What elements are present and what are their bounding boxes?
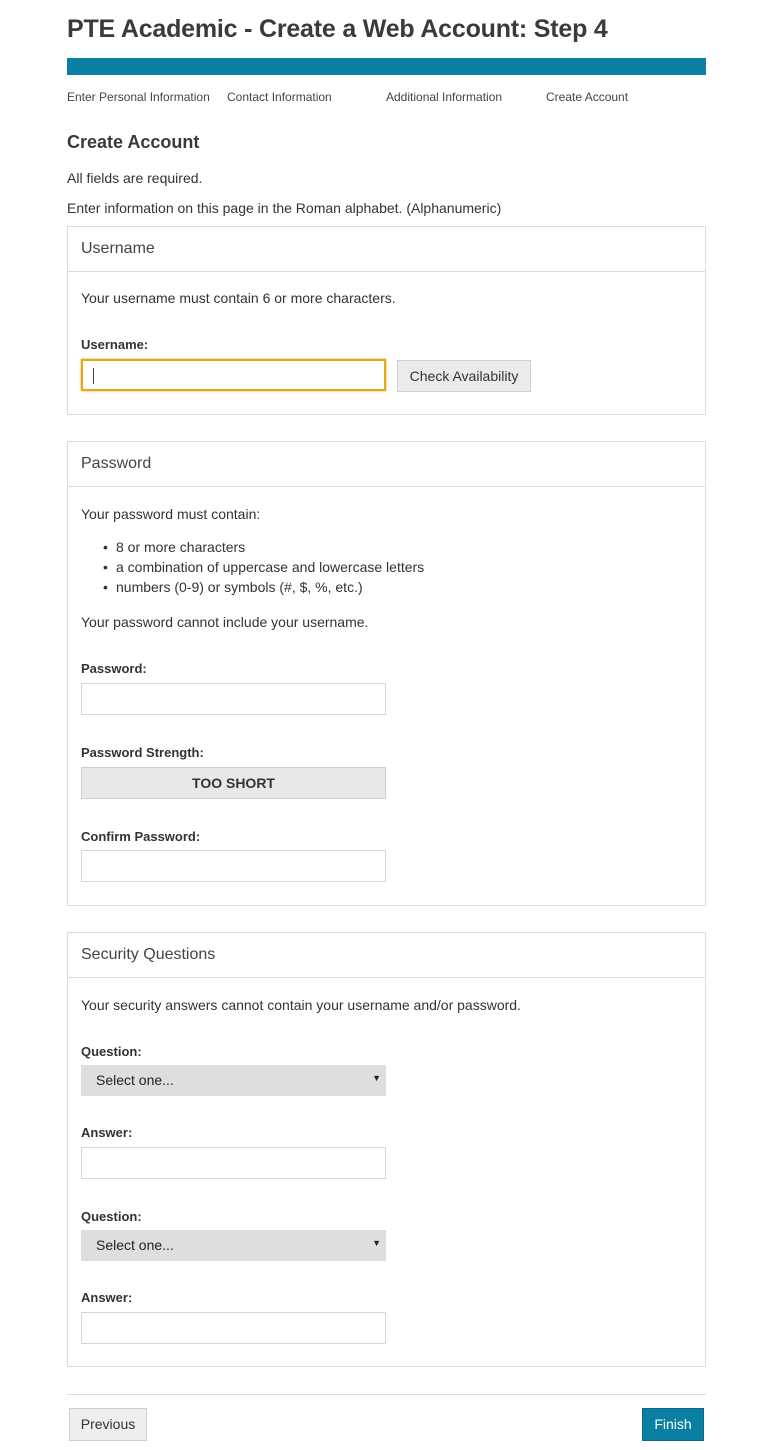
select-value: Select one... [96,1237,174,1253]
security-panel-header [68,933,705,978]
password-input[interactable] [81,683,386,715]
requirement-text: a combination of uppercase and lowercase letters [116,559,425,575]
password-strength-label: Password Strength: [81,745,204,760]
answer-1-input[interactable] [81,1147,386,1179]
password-requirements-list [103,539,424,599]
required-note: All fields are required. [67,170,203,186]
requirement-text: 8 or more characters [116,539,246,555]
alphabet-note: Enter information on this page in the Roman alphabet. (Alphanumeric) [67,200,502,216]
password-strength-meter: TOO SHORT [81,767,386,799]
username-label: Username: [81,337,149,352]
password-label: Password: [81,661,147,676]
confirm-password-label: Confirm Password: [81,829,201,844]
previous-button[interactable]: Previous [69,1408,147,1441]
step-additional-information: Additional Information [386,90,503,104]
bullet: • [103,539,108,555]
page-title: PTE Academic - Create a Web Account: Step 4 [67,15,608,43]
footer-divider [67,1394,706,1395]
username-panel-header [68,227,705,272]
question-1-label: Question: [81,1044,142,1059]
dropdown-arrow-icon: ▼ [372,1238,381,1248]
username-panel-title: Username [81,240,155,257]
security-hint: Your security answers cannot contain your username and/or password. [81,997,521,1013]
answer-2-label: Answer: [81,1290,133,1305]
password-intro: Your password must contain: [81,506,261,522]
password-panel-header [68,442,705,487]
step-contact-information: Contact Information [227,90,332,104]
password-panel-title: Password [81,455,152,472]
answer-2-input[interactable] [81,1312,386,1344]
question-1-select[interactable] [81,1065,386,1096]
bullet: • [103,579,108,595]
question-2-label: Question: [81,1209,142,1224]
list-item [103,559,424,579]
dropdown-arrow-icon: ▼ [372,1073,381,1083]
list-item [103,579,424,599]
section-title: Create Account [67,132,200,152]
answer-1-label: Answer: [81,1125,133,1140]
password-restriction: Your password cannot include your username. [81,614,369,630]
bullet: • [103,559,108,575]
steps-nav [0,90,768,106]
security-panel-title: Security Questions [81,946,216,963]
select-value: Select one... [96,1072,174,1088]
password-panel [67,441,706,906]
confirm-password-input[interactable] [81,850,386,882]
text-caret [93,368,94,384]
username-hint: Your username must contain 6 or more characters. [81,290,396,306]
step-create-account: Create Account [546,90,629,104]
requirement-text: numbers (0-9) or symbols (#, $, %, etc.) [116,579,363,595]
username-input[interactable] [81,359,386,391]
check-availability-button[interactable]: Check Availability [397,360,531,392]
security-questions-panel [67,932,706,1367]
finish-button[interactable]: Finish [642,1408,704,1441]
step-personal-information: Enter Personal Information [67,90,210,104]
progress-bar [67,58,706,75]
list-item [103,539,424,559]
question-2-select[interactable] [81,1230,386,1261]
username-panel [67,226,706,415]
